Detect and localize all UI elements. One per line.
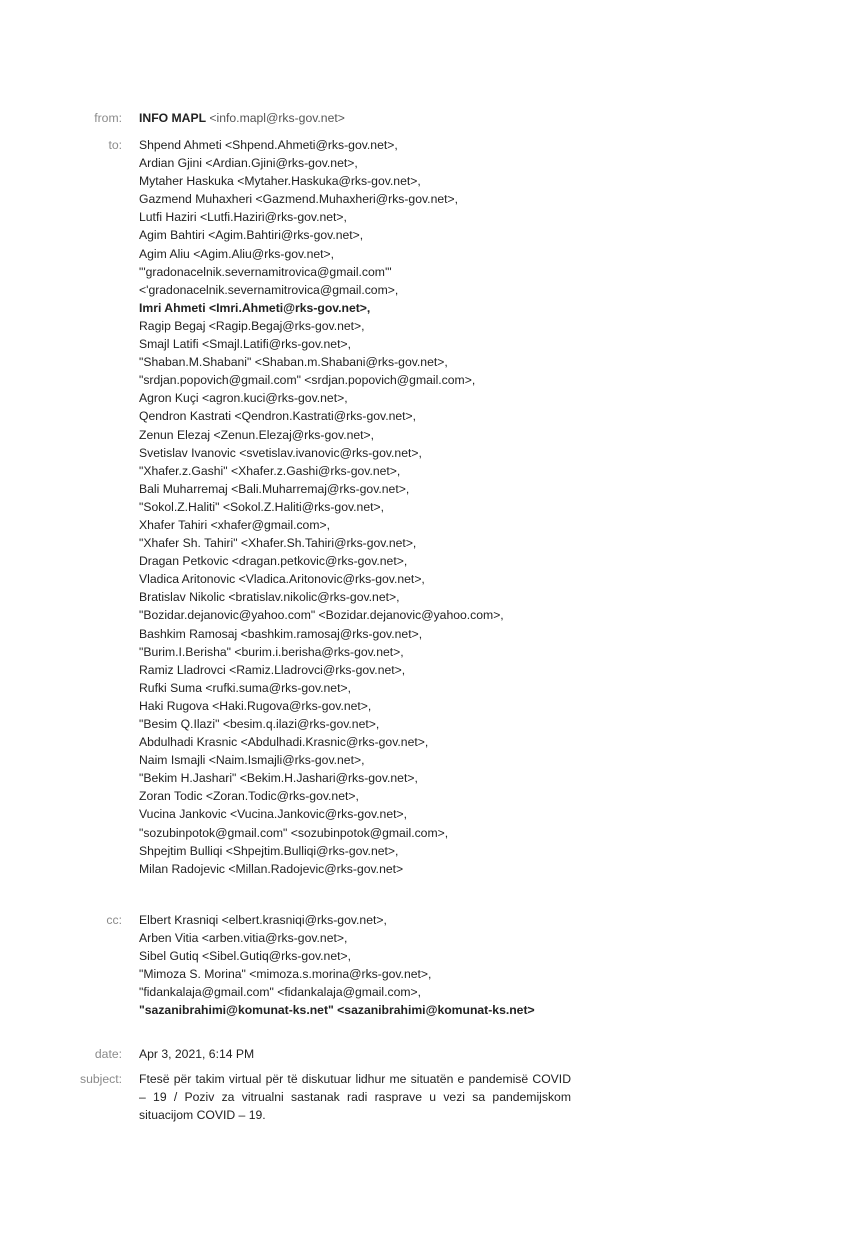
subject-value: Ftesë për takim virtual për të diskutuar lidhur me situatën e pandemisë COVID – 19 / Poziv za vitrualni sastanak radi rasprave u vezi sa pandemijskom situacijom COVID – 19. xyxy=(139,1072,571,1123)
to-label: to: xyxy=(108,138,122,152)
to-recipient: "Shaban.M.Shabani" <Shaban.m.Shabani@rks-gov.net>, xyxy=(139,355,448,370)
to-recipient: Imri Ahmeti <Imri.Ahmeti@rks-gov.net>, xyxy=(139,300,371,315)
from-value xyxy=(139,109,599,127)
to-recipient: "srdjan.popovich@gmail.com" <srdjan.popovich@gmail.com>, xyxy=(139,373,476,388)
to-recipient: Vladica Aritonovic <Vladica.Aritonovic@rks-gov.net>, xyxy=(139,572,425,587)
to-recipient: Bratislav Nikolic <bratislav.nikolic@rks-gov.net>, xyxy=(139,590,400,605)
to-recipient: "Xhafer Sh. Tahiri" <Xhafer.Sh.Tahiri@rks-gov.net>, xyxy=(139,536,417,551)
to-recipient: "'gradonacelnik.severnamitrovica@gmail.com'" xyxy=(139,264,392,279)
to-recipient: <'gradonacelnik.severnamitrovica@gmail.com>, xyxy=(139,282,399,297)
subject-section xyxy=(0,1070,852,1124)
cc-recipient: "sazanibrahimi@komunat-ks.net" <sazanibrahimi@komunat-ks.net> xyxy=(139,1003,535,1018)
to-recipient: Ardian Gjini <Ardian.Gjini@rks-gov.net>, xyxy=(139,156,358,171)
cc-recipient: "Mimoza S. Morina" <mimoza.s.morina@rks-gov.net>, xyxy=(139,967,432,982)
to-recipient: Mytaher Haskuka <Mytaher.Haskuka@rks-gov.net>, xyxy=(139,174,421,189)
to-recipient: Abdulhadi Krasnic <Abdulhadi.Krasnic@rks-gov.net>, xyxy=(139,735,429,750)
sender-address: <info.mapl@rks-gov.net> xyxy=(206,111,345,125)
to-recipient: "Burim.I.Berisha" <burim.i.berisha@rks-gov.net>, xyxy=(139,644,404,659)
to-recipient: Haki Rugova <Haki.Rugova@rks-gov.net>, xyxy=(139,698,372,713)
cc-recipient: Arben Vitia <arben.vitia@rks-gov.net>, xyxy=(139,931,348,946)
cc-recipient: Elbert Krasniqi <elbert.krasniqi@rks-gov.net>, xyxy=(139,913,387,927)
to-recipient: Ramiz Lladrovci <Ramiz.Lladrovci@rks-gov.net>, xyxy=(139,662,406,677)
date-label: date: xyxy=(94,1047,122,1061)
to-recipient: Ragip Begaj <Ragip.Begaj@rks-gov.net>, xyxy=(139,318,365,333)
to-recipient: Svetislav Ivanovic <svetislav.ivanovic@rks-gov.net>, xyxy=(139,445,422,460)
from-label: from: xyxy=(94,111,122,125)
to-recipient: Agron Kuçi <agron.kuci@rks-gov.net>, xyxy=(139,391,348,406)
to-recipient: Zoran Todic <Zoran.Todic@rks-gov.net>, xyxy=(139,789,359,804)
to-recipient: Agim Bahtiri <Agim.Bahtiri@rks-gov.net>, xyxy=(139,228,364,243)
to-recipient: Naim Ismajli <Naim.Ismajli@rks-gov.net>, xyxy=(139,753,365,768)
to-recipient: Qendron Kastrati <Qendron.Kastrati@rks-gov.net>, xyxy=(139,409,417,424)
to-recipient: Bashkim Ramosaj <bashkim.ramosaj@rks-gov.net>, xyxy=(139,626,423,641)
to-recipient: Gazmend Muhaxheri <Gazmend.Muhaxheri@rks-gov.net>, xyxy=(139,192,459,207)
cc-recipient: "fidankalaja@gmail.com" <fidankalaja@gmail.com>, xyxy=(139,985,422,1000)
to-recipient: "Bozidar.dejanovic@yahoo.com" <Bozidar.dejanovic@yahoo.com>, xyxy=(139,608,504,623)
to-recipient: "Xhafer.z.Gashi" <Xhafer.z.Gashi@rks-gov.net>, xyxy=(139,463,401,478)
from-section xyxy=(0,109,852,127)
cc-section xyxy=(0,911,852,1020)
to-recipient: Smajl Latifi <Smajl.Latifi@rks-gov.net>, xyxy=(139,337,351,352)
to-recipient: Rufki Suma <rufki.suma@rks-gov.net>, xyxy=(139,680,351,695)
to-recipient: Shpejtim Bulliqi <Shpejtim.Bulliqi@rks-gov.net>, xyxy=(139,843,399,858)
to-recipient: Agim Aliu <Agim.Aliu@rks-gov.net>, xyxy=(139,246,335,261)
to-recipient: "Besim Q.Ilazi" <besim.q.ilazi@rks-gov.net>, xyxy=(139,717,380,731)
cc-label: cc: xyxy=(106,913,122,927)
to-recipient: Dragan Petkovic <dragan.petkovic@rks-gov.net>, xyxy=(139,554,408,569)
to-section xyxy=(0,136,852,878)
to-recipient: Lutfi Haziri <Lutfi.Haziri@rks-gov.net>, xyxy=(139,210,347,225)
cc-recipient: Sibel Gutiq <Sibel.Gutiq@rks-gov.net>, xyxy=(139,949,351,964)
subject-label: subject: xyxy=(79,1072,122,1086)
to-recipient: Vucina Jankovic <Vucina.Jankovic@rks-gov.net>, xyxy=(139,807,407,822)
to-recipient: Bali Muharremaj <Bali.Muharremaj@rks-gov.net>, xyxy=(139,481,410,496)
date-value: Apr 3, 2021, 6:14 PM xyxy=(139,1047,255,1061)
to-recipient: Milan Radojevic <Millan.Radojevic@rks-gov.net> xyxy=(139,861,404,876)
sender-name: INFO MAPL xyxy=(139,111,207,125)
to-recipient: Xhafer Tahiri <xhafer@gmail.com>, xyxy=(139,517,330,532)
date-section xyxy=(0,1045,852,1063)
to-recipient-list xyxy=(139,136,599,878)
to-recipient: "Bekim H.Jashari" <Bekim.H.Jashari@rks-gov.net>, xyxy=(139,771,418,786)
to-recipient: "sozubinpotok@gmail.com" <sozubinpotok@gmail.com>, xyxy=(139,825,449,840)
to-recipient: "Sokol.Z.Haliti" <Sokol.Z.Haliti@rks-gov.net>, xyxy=(139,499,384,514)
cc-recipient-list xyxy=(139,911,599,1020)
to-recipient: Zenun Elezaj <Zenun.Elezaj@rks-gov.net>, xyxy=(139,427,375,442)
to-recipient: Shpend Ahmeti <Shpend.Ahmeti@rks-gov.net>, xyxy=(139,138,398,152)
